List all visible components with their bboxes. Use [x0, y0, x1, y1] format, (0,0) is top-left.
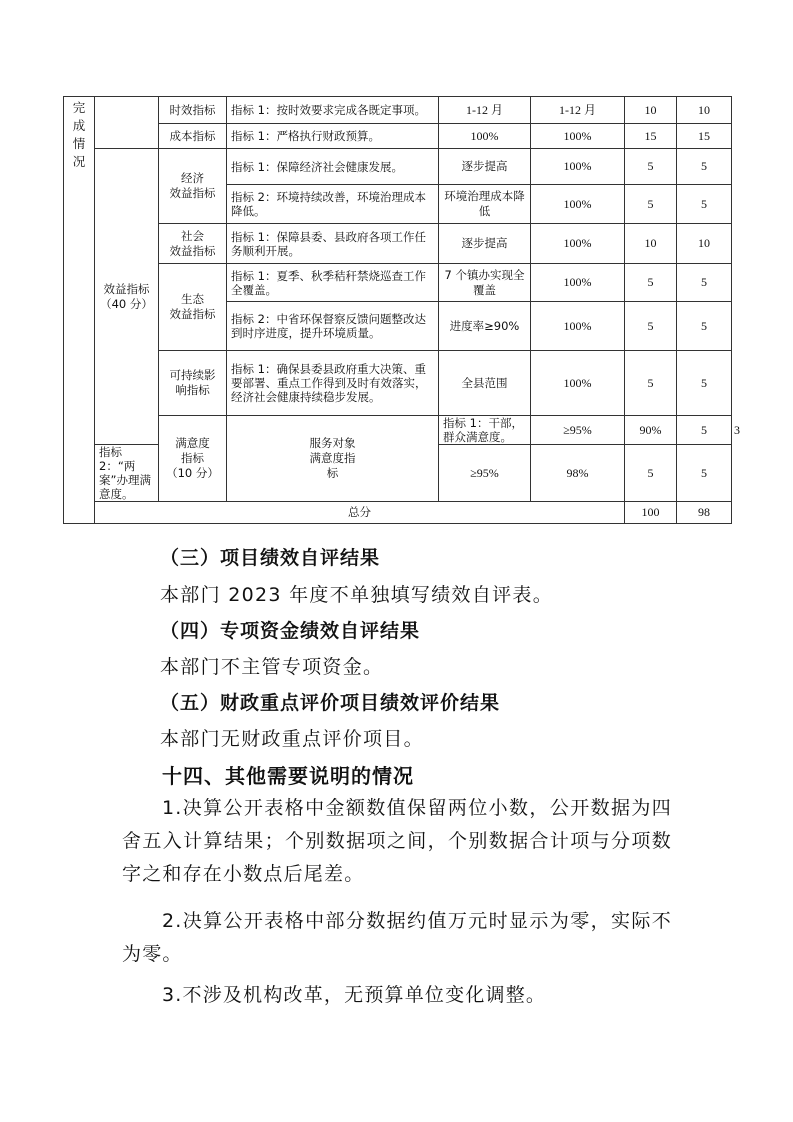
- indicator-text: 指标 1：夏季、秋季秸秆禁烧巡查工作全覆盖。: [227, 264, 439, 302]
- target-value: 逐步提高: [439, 149, 531, 185]
- actual-value: 100%: [531, 302, 625, 351]
- weight-value: 5: [625, 445, 677, 502]
- economic-label-cell: 经济 效益指标: [159, 149, 227, 224]
- target-value: 100%: [439, 124, 531, 149]
- score-value: 10: [677, 224, 732, 264]
- satisfaction-label-cell: 满意度 指标 （10 分）: [159, 416, 227, 502]
- empty-cell: [95, 97, 159, 149]
- table-row: [64, 149, 732, 185]
- indicator-text: 指标 1：按时效要求完成各既定事项。: [227, 97, 439, 124]
- note-1: 1.决算公开表格中金额数值保留两位小数，公开数据为四舍五入计算结果；个别数据项之间，个别数据合计项与分项数字之和存在小数点后尾差。: [122, 797, 672, 885]
- service-label-cell: 服务对象 满意度指 标: [227, 416, 439, 502]
- table-row: 满意度 指标 （10 分） 服务对象 满意度指 标 指标 1：干部，群众满意度。 ≥95% 90% 5 3: [64, 416, 732, 445]
- total-score: 98: [677, 502, 732, 524]
- note-3: 3.不涉及机构改革，无预算单位变化调整。: [162, 984, 547, 1006]
- target-value: 全县范围: [439, 351, 531, 416]
- target-value: 进度率≥90%: [439, 302, 531, 351]
- eco-label-cell: 生态 效益指标: [159, 264, 227, 351]
- target-value: ≥95%: [439, 445, 531, 502]
- section-4-body: 本部门不主管专项资金。: [160, 656, 384, 678]
- weight-value: 5: [625, 264, 677, 302]
- indicator-text: 指标 1：保障经济社会健康发展。: [227, 149, 439, 185]
- score-value: 5: [677, 445, 732, 502]
- score-value: 5: [677, 185, 732, 224]
- score-value: 5: [677, 302, 732, 351]
- actual-value: 100%: [531, 124, 625, 149]
- total-label: 总分: [95, 502, 625, 524]
- actual-value: 90%: [625, 416, 677, 445]
- table-row: [64, 124, 732, 149]
- social-label-cell: 社会 效益指标: [159, 224, 227, 264]
- target-value: 1-12 月: [439, 97, 531, 124]
- actual-value: 100%: [531, 185, 625, 224]
- actual-value: 100%: [531, 264, 625, 302]
- category-cell: 完成情况: [64, 97, 95, 524]
- target-value: ≥95%: [531, 416, 625, 445]
- weight-value: 15: [625, 124, 677, 149]
- section-14-title: 十四、其他需要说明的情况: [162, 764, 414, 788]
- total-row: [64, 502, 732, 524]
- note-2: 2.决算公开表格中部分数据约值万元时显示为零，实际不为零。: [122, 910, 672, 965]
- actual-value: 1-12 月: [531, 97, 625, 124]
- actual-value: 100%: [531, 351, 625, 416]
- weight-value: 10: [625, 224, 677, 264]
- score-value: 5: [677, 264, 732, 302]
- section-4-title: （四）专项资金绩效自评结果: [160, 620, 421, 642]
- target-value: 环境治理成本降低: [439, 185, 531, 224]
- target-value: 逐步提高: [439, 224, 531, 264]
- weight-value: 10: [625, 97, 677, 124]
- score-value: 5: [677, 351, 732, 416]
- total-weight: 100: [625, 502, 677, 524]
- indicator-text: 指标 2：中省环保督察反馈问题整改达到时序进度，提升环境质量。: [227, 302, 439, 351]
- performance-table: [63, 96, 740, 524]
- table-row: [64, 351, 732, 416]
- indicator-text: 指标 2：“两案”办理满意度。: [95, 445, 159, 502]
- score-value: 15: [677, 124, 732, 149]
- section-5-body: 本部门无财政重点评价项目。: [160, 728, 424, 750]
- section-3-body: 本部门 2023 年度不单独填写绩效自评表。: [160, 584, 554, 606]
- sub-indicator: 成本指标: [159, 124, 227, 149]
- weight-value: 5: [625, 185, 677, 224]
- indicator-text: 指标 2：环境持续改善，环境治理成本降低。: [227, 185, 439, 224]
- table-row: [64, 224, 732, 264]
- table-row: [64, 97, 732, 124]
- table-row: [64, 264, 732, 302]
- actual-value: 100%: [531, 224, 625, 264]
- indicator-text: 指标 1：干部，群众满意度。: [439, 416, 531, 445]
- sub-indicator: 时效指标: [159, 97, 227, 124]
- section-3-title: （三）项目绩效自评结果: [160, 547, 381, 569]
- weight-value: 5: [625, 149, 677, 185]
- score-value: 5: [677, 149, 732, 185]
- actual-value: 98%: [531, 445, 625, 502]
- actual-value: 100%: [531, 149, 625, 185]
- indicator-text: 指标 1：保障县委、县政府各项工作任务顺利开展。: [227, 224, 439, 264]
- benefit-label-cell: 效益指标 （40 分）: [95, 149, 159, 445]
- weight-value: 5: [625, 302, 677, 351]
- weight-value: 5: [625, 351, 677, 416]
- indicator-text: 指标 1：严格执行财政预算。: [227, 124, 439, 149]
- section-5-title: （五）财政重点评价项目绩效评价结果: [160, 692, 501, 714]
- indicator-text: 指标 1：确保县委县政府重大决策、重要部署、重点工作得到及时有效落实，经济社会健康持续稳步发展。: [227, 351, 439, 416]
- sustain-label-cell: 可持续影 响指标: [159, 351, 227, 416]
- score-value: 10: [677, 97, 732, 124]
- weight-value: 5: [677, 416, 732, 445]
- target-value: 7 个镇办实现全覆盖: [439, 264, 531, 302]
